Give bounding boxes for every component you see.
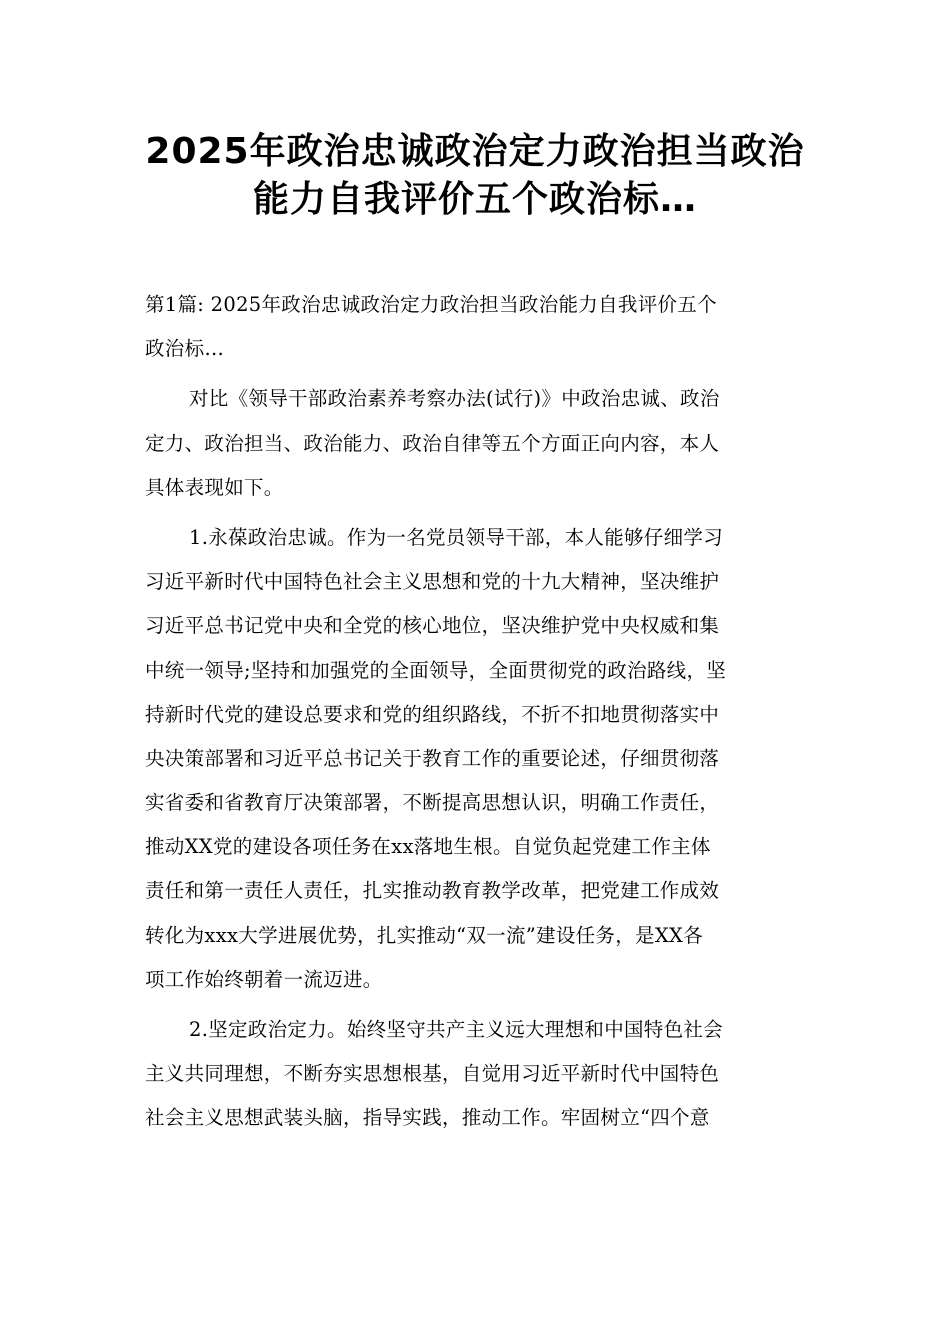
paragraph-item-1 xyxy=(145,516,807,1002)
title-line-2: 能力自我评价五个政治标… xyxy=(252,179,697,220)
paragraph-article-heading xyxy=(145,283,807,371)
document-title xyxy=(130,128,820,224)
text-line: 责任和第一责任人责任，扎实推动教育教学改革，把党建工作成效 xyxy=(145,879,720,903)
paragraph-intro xyxy=(145,377,807,510)
text-line: 政治标… xyxy=(145,337,225,361)
text-line: 第1篇: 2025年政治忠诚政治定力政治担当政治能力自我评价五个 xyxy=(145,293,717,316)
document-body xyxy=(145,283,807,1141)
text-line: 2.坚定政治定力。始终坚守共产主义远大理想和中国特色社会 xyxy=(189,1018,724,1041)
text-line: 项工作始终朝着一流迈进。 xyxy=(145,967,383,991)
text-line: 转化为xxx大学进展优势，扎实推动“双一流”建设任务，是XX各 xyxy=(145,923,703,947)
text-line: 1.永葆政治忠诚。作为一名党员领导干部，本人能够仔细学习 xyxy=(189,525,724,549)
text-line: 定力、政治担当、政治能力、政治自律等五个方面正向内容，本人 xyxy=(145,431,720,455)
text-line: 中统一领导;坚持和加强党的全面领导，全面贯彻党的政治路线，坚 xyxy=(145,658,727,682)
text-line: 习近平总书记党中央和全党的核心地位，坚决维护党中央权威和集 xyxy=(145,614,720,638)
text-line: 主义共同理想，不断夯实思想根基，自觉用习近平新时代中国特色 xyxy=(145,1062,720,1086)
text-line: 央决策部署和习近平总书记关于教育工作的重要论述，仔细贯彻落 xyxy=(145,746,720,770)
text-line: 社会主义思想武装头脑，指导实践，推动工作。牢固树立“四个意 xyxy=(145,1106,710,1130)
text-line: 习近平新时代中国特色社会主义思想和党的十九大精神，坚决维护 xyxy=(145,570,720,594)
title-line-1: 2025年政治忠诚政治定力政治担当政治 xyxy=(145,131,805,172)
text-line: 具体表现如下。 xyxy=(145,475,284,499)
text-line: 对比《领导干部政治素养考察办法(试行)》中政治忠诚、政治 xyxy=(189,387,720,411)
paragraph-item-2 xyxy=(145,1008,807,1141)
text-line: 持新时代党的建设总要求和党的组织路线，不折不扣地贯彻落实中 xyxy=(145,702,720,726)
text-line: 推动XX党的建设各项任务在xx落地生根。自觉负起党建工作主体 xyxy=(145,835,711,859)
text-line: 实省委和省教育厅决策部署，不断提高思想认识，明确工作责任， xyxy=(145,791,720,815)
